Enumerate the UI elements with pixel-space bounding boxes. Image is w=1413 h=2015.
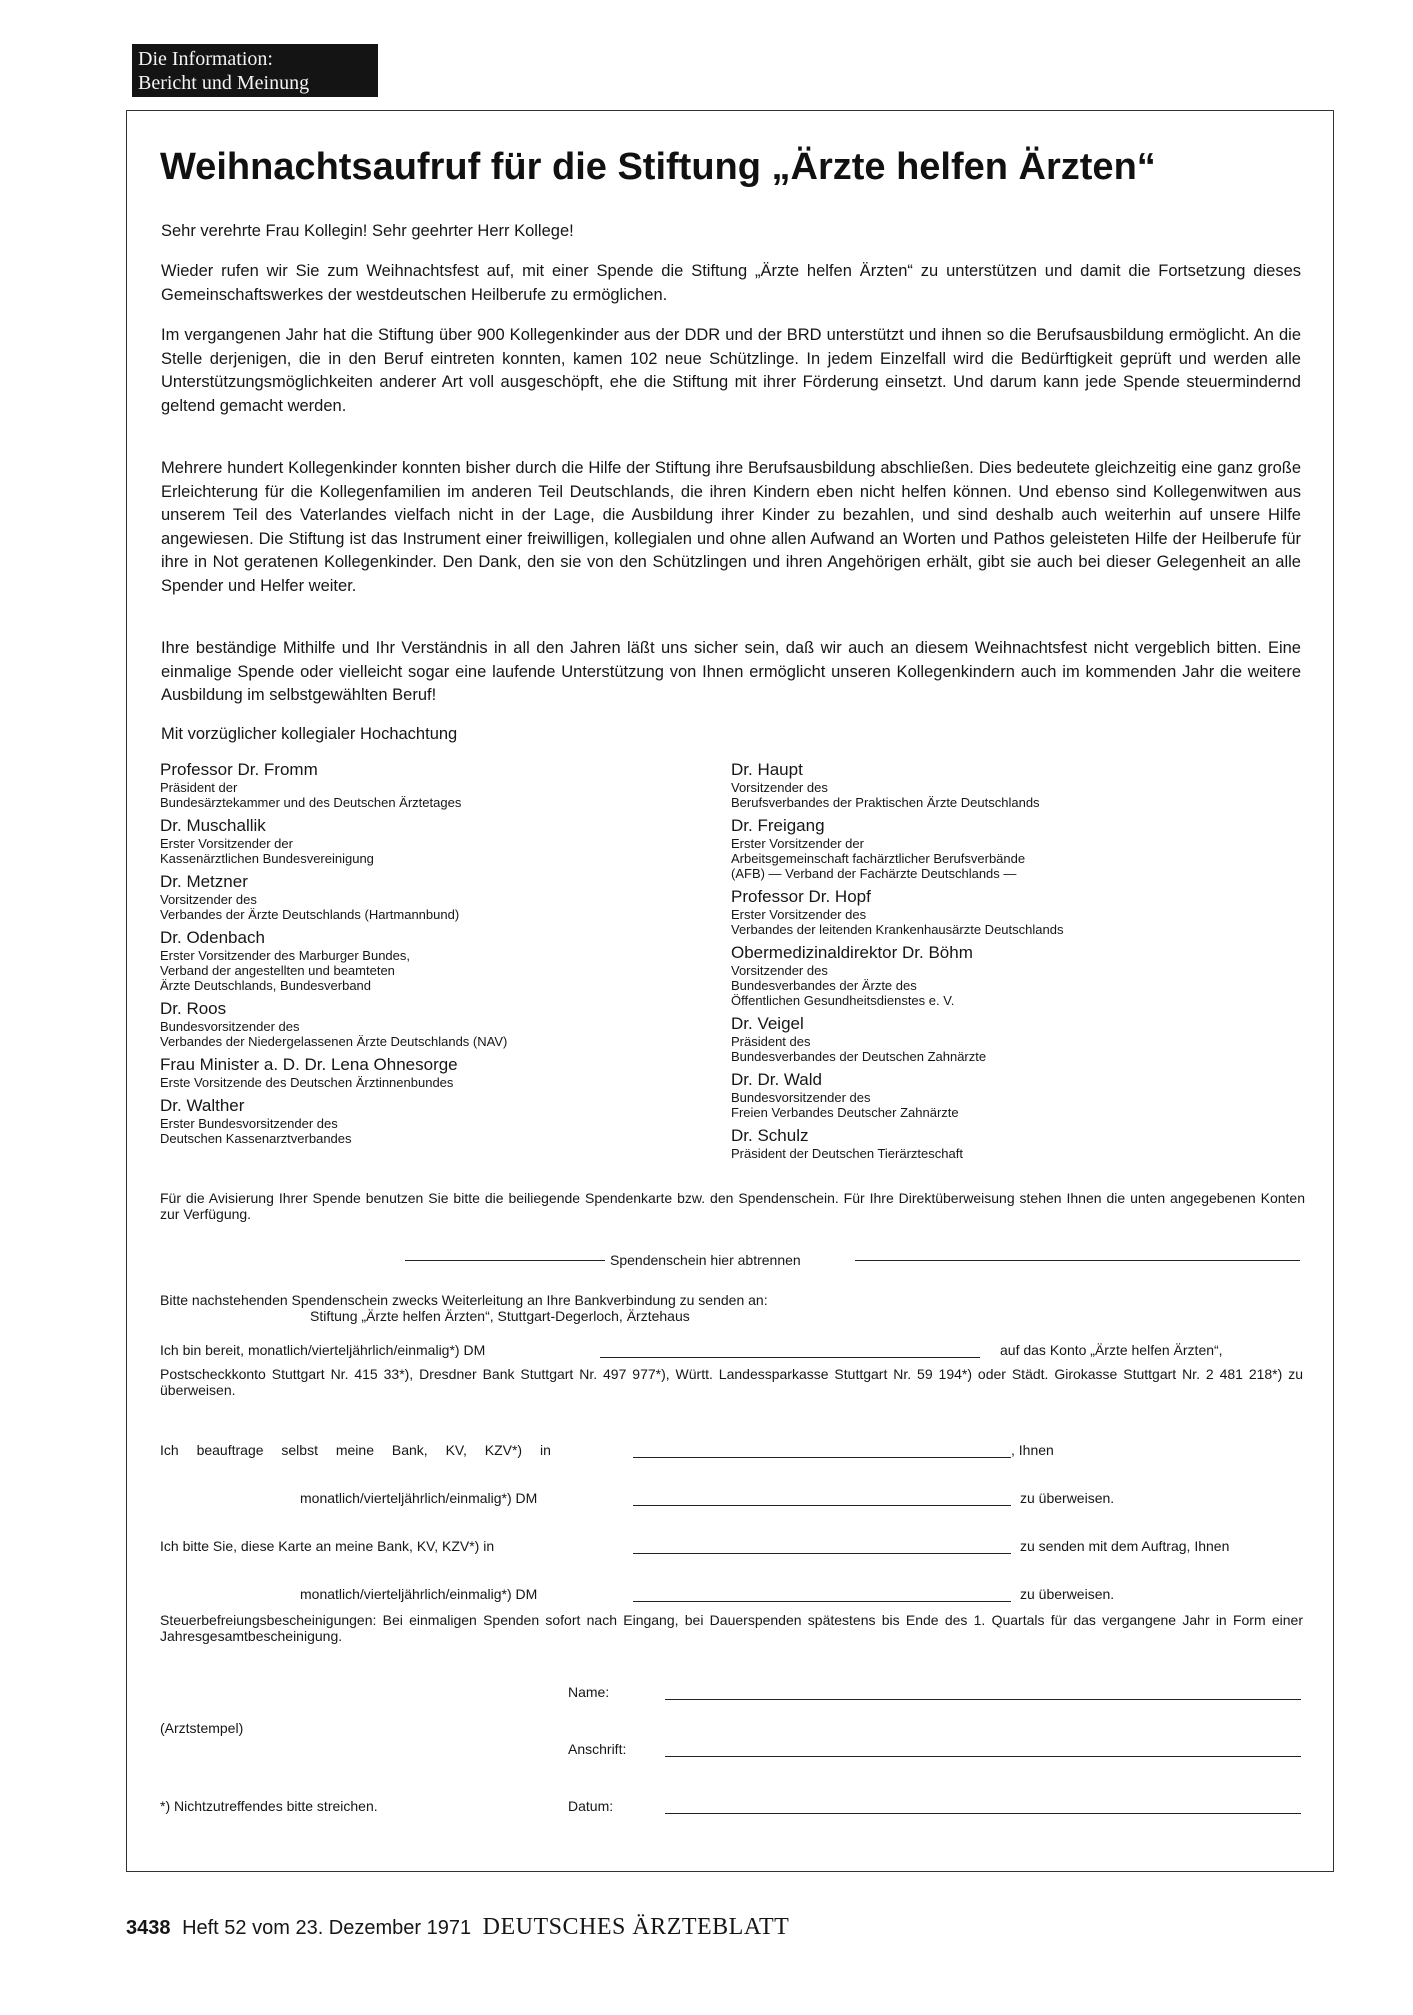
bank-name-field[interactable] bbox=[633, 1457, 1011, 1458]
right-signatory bbox=[731, 1126, 1311, 1161]
signatory-name: Professor Dr. Fromm bbox=[160, 760, 318, 779]
cut-line-left bbox=[405, 1260, 605, 1261]
card-order-prefix: Ich bitte Sie, diese Karte an meine Bank, KV, KZV*) in bbox=[160, 1538, 495, 1554]
cut-line-right bbox=[855, 1260, 1300, 1261]
section-header-line2: Bericht und Meinung bbox=[138, 72, 310, 94]
card-amount-field[interactable] bbox=[633, 1601, 1011, 1602]
left-signatory bbox=[160, 872, 720, 922]
bank-amount-field[interactable] bbox=[633, 1505, 1011, 1506]
signatory-role: Präsident des bbox=[731, 1034, 811, 1049]
page-footer bbox=[126, 1915, 789, 1940]
tax-note: Steuerbefreiungsbescheinigungen: Bei einmaligen Spenden sofort nach Eingang, bei Dauerspenden spätestens bis Ende des 1. Quartals für das vergangene Jahr in Form einer Jahresgesamtbescheinigung. bbox=[160, 1612, 1303, 1644]
signatory-role: Verbandes der leitenden Krankenhausärzte Deutschlands bbox=[731, 922, 1064, 937]
signatory-name: Dr. Roos bbox=[160, 999, 227, 1018]
signatory-name: Dr. Haupt bbox=[731, 760, 803, 779]
signatory-role: Verbandes der Ärzte Deutschlands (Hartmannbund) bbox=[160, 907, 460, 922]
date-label: Datum: bbox=[568, 1798, 614, 1814]
signatory-name: Dr. Walther bbox=[160, 1096, 245, 1115]
name-label: Name: bbox=[568, 1684, 610, 1700]
signatory-role: Erster Vorsitzender der bbox=[160, 836, 293, 851]
signatory-name: Dr. Freigang bbox=[731, 816, 825, 835]
signatory-role: Freien Verbandes Deutscher Zahnärzte bbox=[731, 1105, 959, 1120]
signatory-role: Verband der angestellten und beamteten bbox=[160, 963, 395, 978]
left-signatory bbox=[160, 928, 720, 993]
signatory-role: Bundesvorsitzender des bbox=[160, 1019, 300, 1034]
signatory-name: Dr. Schulz bbox=[731, 1126, 809, 1145]
form-instruction: Bitte nachstehenden Spendenschein zwecks Weiterleitung an Ihre Bankverbindung zu senden an: bbox=[160, 1292, 768, 1308]
signatory-role: Bundesvorsitzender des bbox=[731, 1090, 871, 1105]
signatory-role: Kassenärztlichen Bundesvereinigung bbox=[160, 851, 374, 866]
journal-name: DEUTSCHES ÄRZTEBLATT bbox=[482, 1914, 790, 1940]
left-signatory bbox=[160, 999, 720, 1049]
signatory-name: Dr. Metzner bbox=[160, 872, 248, 891]
right-signatory bbox=[731, 887, 1311, 937]
section-header-tag bbox=[132, 44, 378, 97]
signatory-name: Frau Minister a. D. Dr. Lena Ohnesorge bbox=[160, 1055, 458, 1074]
signatory-role: Erste Vorsitzende des Deutschen Ärztinnenbundes bbox=[160, 1075, 454, 1090]
footnote: *) Nichtzutreffendes bitte streichen. bbox=[160, 1798, 378, 1814]
paragraph-4: Ihre beständige Mithilfe und Ihr Verständnis in all den Jahren läßt uns sicher sein, daß wir auch an diesem Weihnachtsfest nicht vergeblich bitten. Eine einmalige Spende oder vielleicht sogar eine laufende Unterstützung von Ihnen ermöglicht unseren Kollegenkindern auch im kommenden Jahr die weitere Ausbildung im selbstgewählten Beruf! bbox=[161, 639, 1301, 704]
paragraph-1: Wieder rufen wir Sie zum Weihnachtsfest auf, mit einer Spende die Stiftung „Ärzte helfen Ärzten“ zu unterstützen und damit die Fortsetzung dieses Gemeinschaftswerkes der westdeutschen Heilberufe zu ermöglichen. bbox=[161, 262, 1301, 304]
signatory-role: Präsident der bbox=[160, 780, 238, 795]
issue-info: Heft 52 vom 23. Dezember 1971 bbox=[182, 1917, 472, 1939]
signatory-role: Erster Bundesvorsitzender des bbox=[160, 1116, 338, 1131]
left-signatory bbox=[160, 1096, 720, 1146]
salutation: Sehr verehrte Frau Kollegin! Sehr geehrter Herr Kollege! bbox=[161, 222, 574, 240]
left-signatory bbox=[160, 1055, 720, 1090]
signatory-role: Verbandes der Niedergelassenen Ärzte Deutschlands (NAV) bbox=[160, 1034, 508, 1049]
signatory-role: Erster Vorsitzender der bbox=[731, 836, 864, 851]
pledge-amount-field[interactable] bbox=[600, 1357, 980, 1358]
signatory-role: Vorsitzender des bbox=[160, 892, 257, 907]
cut-label: Spendenschein hier abtrennen bbox=[610, 1252, 801, 1268]
card-order-suffix: zu senden mit dem Auftrag, Ihnen bbox=[1020, 1538, 1230, 1554]
signatory-role: Öffentlichen Gesundheitsdienstes e. V. bbox=[731, 993, 955, 1008]
signatory-role: Bundesärztekammer und des Deutschen Ärztetages bbox=[160, 795, 462, 810]
left-signatory bbox=[160, 816, 720, 866]
signatories-left bbox=[160, 760, 720, 1152]
right-signatory bbox=[731, 1070, 1311, 1120]
signatory-name: Obermedizinaldirektor Dr. Böhm bbox=[731, 943, 973, 962]
signatory-role: Erster Vorsitzender des Marburger Bundes, bbox=[160, 948, 411, 963]
paragraph-2: Im vergangenen Jahr hat die Stiftung über 900 Kollegenkinder aus der DDR und der BRD unterstützt und ihnen so die Berufsausbildung ermöglicht. An die Stelle derjenigen, die in den Beruf eintreten konnten, kamen 102 neue Schützlinge. In jedem Einzelfall wird die Bedürftigkeit geprüft und werden alle Unterstützungsmöglichkeiten anderer Art voll ausgeschöpft, ehe die Stiftung mit ihrer Förderung einsetzt. Und darum kann jede Spende steuermindernd geltend gemacht werden. bbox=[161, 326, 1301, 415]
card-amount-prefix: monatlich/vierteljährlich/einmalig*) DM bbox=[300, 1586, 538, 1602]
page-number: 3438 bbox=[126, 1917, 171, 1939]
form-address: Stiftung „Ärzte helfen Ärzten“, Stuttgart-Degerloch, Ärztehaus bbox=[310, 1308, 690, 1324]
donation-instructions: Für die Avisierung Ihrer Spende benutzen Sie bitte die beiliegende Spendenkarte bzw. den Spendenschein. Für Ihre Direktüberweisung stehen Ihnen die unten angegebenen Konten zur Verfügung. bbox=[160, 1190, 1305, 1222]
signatory-name: Dr. Odenbach bbox=[160, 928, 265, 947]
right-signatory bbox=[731, 760, 1311, 810]
signatory-role: Erster Vorsitzender des bbox=[731, 907, 867, 922]
bank-order-suffix: , Ihnen bbox=[1011, 1442, 1054, 1458]
signatory-role: Vorsitzender des bbox=[731, 963, 828, 978]
bank-amount-prefix: monatlich/vierteljährlich/einmalig*) DM bbox=[300, 1490, 538, 1506]
signatory-role: Deutschen Kassenarztverbandes bbox=[160, 1131, 352, 1146]
bank-amount-suffix: zu überweisen. bbox=[1020, 1490, 1115, 1506]
card-bank-field[interactable] bbox=[633, 1553, 1011, 1554]
left-signatory bbox=[160, 760, 720, 810]
article-title: Weihnachtsaufruf für die Stiftung „Ärzte helfen Ärzten“ bbox=[160, 146, 1156, 188]
right-signatory bbox=[731, 816, 1311, 881]
signatory-role: Vorsitzender des bbox=[731, 780, 828, 795]
signatory-role: Berufsverbandes der Praktischen Ärzte Deutschlands bbox=[731, 795, 1040, 810]
signatory-role: Arbeitsgemeinschaft fachärztlicher Berufsverbände bbox=[731, 851, 1026, 866]
signatories-right bbox=[731, 760, 1311, 1167]
name-field[interactable] bbox=[665, 1699, 1301, 1700]
signatory-role: Bundesverbandes der Deutschen Zahnärzte bbox=[731, 1049, 987, 1064]
date-field[interactable] bbox=[665, 1813, 1301, 1814]
signatory-role: Bundesverbandes der Ärzte des bbox=[731, 978, 917, 993]
address-label: Anschrift: bbox=[568, 1741, 627, 1757]
section-header-line1: Die Information: bbox=[138, 48, 273, 70]
account-list: Postscheckkonto Stuttgart Nr. 415 33*), Dresdner Bank Stuttgart Nr. 497 977*), Württ. Landessparkasse Stuttgart Nr. 59 194*) oder Städt. Girokasse Stuttgart Nr. 2 481 218*) zu überweisen. bbox=[160, 1366, 1303, 1398]
card-amount-suffix: zu überweisen. bbox=[1020, 1586, 1115, 1602]
pledge-suffix: auf das Konto „Ärzte helfen Ärzten“, bbox=[1000, 1342, 1223, 1358]
address-field[interactable] bbox=[665, 1756, 1301, 1757]
bank-order-prefix: Ich beauftrage selbst meine Bank, KV, KZV*) in bbox=[160, 1442, 551, 1458]
closing-line: Mit vorzüglicher kollegialer Hochachtung bbox=[161, 725, 458, 743]
cut-separator bbox=[405, 1250, 1300, 1270]
signatory-name: Dr. Veigel bbox=[731, 1014, 804, 1033]
stamp-label: (Arztstempel) bbox=[160, 1720, 244, 1736]
signatory-role: (AFB) — Verband der Fachärzte Deutschlands — bbox=[731, 866, 1017, 881]
right-signatory bbox=[731, 1014, 1311, 1064]
signatory-role: Präsident der Deutschen Tierärzteschaft bbox=[731, 1146, 963, 1161]
signatory-name: Dr. Dr. Wald bbox=[731, 1070, 822, 1089]
signatory-role: Ärzte Deutschlands, Bundesverband bbox=[160, 978, 372, 993]
right-signatory bbox=[731, 943, 1311, 1008]
paragraph-3: Mehrere hundert Kollegenkinder konnten bisher durch die Hilfe der Stiftung ihre Berufsausbildung abschließen. Dies bedeutete gleichzeitig eine ganz große Erleichterung für die Kollegenfamilien im anderen Teil Deutschlands, die ihren Kindern eben nicht helfen können. Und ebenso sind Kollegenwitwen aus unserem Teil des Vaterlandes vielfach nicht in der Lage, die Ausbildung ihrer Kinder zu bezahlen, und sind deshalb auch weiterhin auf unsere Hilfe angewiesen. Die Stiftung ist das Instrument einer freiwilligen, kollegialen und ohne allen Aufwand an Worten und Pathos geleisteten Hilfe der Heilberufe für ihre in Not geratenen Kollegenkinder. Den Dank, den sie von den Schützlingen und ihren Angehörigen erhält, gibt sie auch bei dieser Gelegenheit an alle Spender und Helfer weiter. bbox=[161, 459, 1301, 595]
signatory-name: Dr. Muschallik bbox=[160, 816, 266, 835]
pledge-prefix: Ich bin bereit, monatlich/vierteljährlich/einmalig*) DM bbox=[160, 1342, 486, 1358]
signatory-name: Professor Dr. Hopf bbox=[731, 887, 871, 906]
